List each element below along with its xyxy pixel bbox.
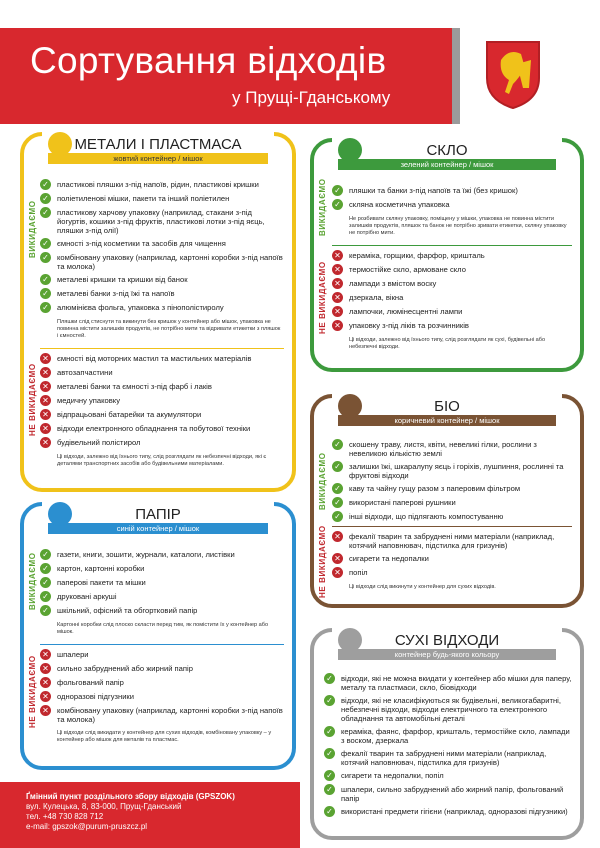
bio-card <box>310 394 584 608</box>
cross-icon: ✕ <box>40 381 51 392</box>
check-icon: ✓ <box>40 238 51 249</box>
check-icon: ✓ <box>40 274 51 285</box>
cross-icon: ✕ <box>332 292 343 303</box>
dry-title: СУХІ ВІДХОДИ <box>394 632 500 649</box>
list-item: ✕ попіл <box>332 568 572 578</box>
list-item: ✕ відходи електронного обладнання та побутової техніки <box>40 424 284 434</box>
glass-bottle-icon <box>338 138 362 162</box>
bio-lists <box>332 440 572 595</box>
glass-yes-note: Не розбивати скляну упаковку, поміщену у мішки, упаковка не повинна містити залишків продуктів, пляшок та банок не потрібно зривати етикетки, скляну упаковку не потрібно мити. <box>349 216 567 236</box>
cross-icon: ✕ <box>40 663 51 674</box>
list-item: ✓ металеві банки з-під їжі та напоїв <box>40 289 284 299</box>
list-item: ✕ фольгований папір <box>40 678 284 688</box>
check-icon: ✓ <box>332 483 343 494</box>
check-icon: ✓ <box>40 179 51 190</box>
divider <box>332 245 572 246</box>
check-icon: ✓ <box>40 591 51 602</box>
dry-strip: контейнер будь-якого кольору <box>338 649 556 660</box>
divider <box>332 526 572 527</box>
list-item: ✕ відпрацьовані батарейки та акумулятори <box>40 410 284 420</box>
check-icon: ✓ <box>40 549 51 560</box>
metals-strip: жовтий контейнер / мішок <box>48 153 268 164</box>
list-item: ✕ фекалії тварин та забруднені ними матеріали (наприклад, котячий наповнювач, підстилка для гризунів) <box>332 532 572 550</box>
list-item: ✕ ємності від моторних мастил та мастильних матеріалів <box>40 354 284 364</box>
check-icon: ✓ <box>332 497 343 508</box>
metals-plastics-card <box>20 132 296 492</box>
check-icon: ✓ <box>40 577 51 588</box>
bio-strip: коричневий контейнер / мішок <box>338 415 556 426</box>
list-item: ✓ сигарети та недопалки, попіл <box>324 771 572 781</box>
check-icon: ✓ <box>40 252 51 263</box>
list-item: ✓ алюмінієва фольга, упаковка з пінополістиролу <box>40 303 284 313</box>
list-item: ✓ відходи, які не можна вкидати у контейнер або мішки для паперу, металу та пластмаси, скло, біовідходи <box>324 674 572 692</box>
list-item: ✕ дзеркала, вікна <box>332 293 572 303</box>
page-title: Сортування відходів <box>30 40 387 81</box>
check-icon: ✓ <box>324 806 335 817</box>
dry-header <box>332 624 562 658</box>
list-item: ✓ кераміка, фаянс, фарфор, кришталь, термостійке скло, лампади з воском, дзеркала <box>324 727 572 745</box>
list-item: ✓ фекалії тварин та забруднені ними матеріали (наприклад, котячий наповнювач, підстилка для гризунів) <box>324 749 572 767</box>
metals-title: МЕТАЛИ І ПЛАСТМАСА <box>74 136 242 153</box>
dry-waste-card <box>310 628 584 840</box>
list-item: ✓ картон, картонні коробки <box>40 564 284 574</box>
list-item: ✓ каву та чайну гущу разом з паперовим фільтром <box>332 484 572 494</box>
metals-yes-label: ВИКИДАЄМО <box>28 200 37 258</box>
bio-no-label: НЕ ВИКИДАЄМО <box>318 525 327 598</box>
list-item: ✓ залишки їжі, шкаралупу яєць і горіхів, лушпиння, рослинні та фруктові відходи <box>332 462 572 480</box>
list-item: ✓ пластикові пляшки з-під напоїв, рідин, пластикові кришки <box>40 180 284 190</box>
list-item: ✓ використані паперові рушники <box>332 498 572 508</box>
check-icon: ✓ <box>324 748 335 759</box>
list-item: ✕ сигарети та недопалки <box>332 554 572 564</box>
check-icon: ✓ <box>40 193 51 204</box>
list-item: ✓ використані предмети гігієни (наприклад, одноразові підгузники) <box>324 807 572 817</box>
check-icon: ✓ <box>324 673 335 684</box>
title-banner <box>0 28 452 124</box>
list-item: ✓ металеві кришки та кришки від банок <box>40 275 284 285</box>
bio-header <box>332 390 562 424</box>
paper-yes-note: Картонні коробки слід плоско скласти перед тим, як помістити їх у контейнер або мішок. <box>57 622 269 635</box>
glass-no-note: Ці відходи, залежно від їхнього типу, слід розглядати як сухі, будівельні або небезпечні відходи. <box>349 337 546 350</box>
glass-strip: зелений контейнер / мішок <box>338 159 556 170</box>
list-item: ✓ поліетиленові мішки, пакети та інший поліетилен <box>40 194 284 204</box>
cross-icon: ✕ <box>40 705 51 716</box>
list-item: ✕ медичну упаковку <box>40 396 284 406</box>
list-item: ✕ автозапчастини <box>40 368 284 378</box>
check-icon: ✓ <box>324 695 335 706</box>
page-subtitle: у Прущі-Гданському <box>232 88 391 107</box>
list-item: ✓ відходи, які не класифікуються як будівельні, великогабаритні, небезпечні відходи, відходи електричного та електронного обладнання та автомобільні деталі <box>324 696 572 723</box>
list-item: ✕ сильно забруднений або жирний папір <box>40 664 284 674</box>
check-icon: ✓ <box>324 726 335 737</box>
glass-header <box>332 134 562 168</box>
cross-icon: ✕ <box>332 306 343 317</box>
check-icon: ✓ <box>332 461 343 472</box>
glass-yes-label: ВИКИДАЄМО <box>318 178 327 236</box>
footer-name: Ґмінний пункт роздільного збору відходів (GPSZOK) <box>26 792 235 801</box>
paper-card <box>20 502 296 770</box>
list-item: ✕ упаковку з-під ліків та розчинників <box>332 321 572 331</box>
metals-no-note: Ці відходи, залежно від їхнього типу, слід розглядати як небезпечні відходи, які є деталями транспортних засобів або будівельними матеріалами. <box>57 454 267 467</box>
list-item: ✕ комбіновану упаковку (наприклад, картонні коробки з-під напоїв та молока) <box>40 706 284 724</box>
check-icon: ✓ <box>40 563 51 574</box>
cross-icon: ✕ <box>332 250 343 261</box>
cross-icon: ✕ <box>40 409 51 420</box>
metals-no-label: НЕ ВИКИДАЄМО <box>28 363 37 436</box>
glass-title: СКЛО <box>426 142 468 159</box>
list-item: ✕ одноразові підгузники <box>40 692 284 702</box>
footer-contact <box>0 782 300 848</box>
glass-lists <box>332 186 572 355</box>
cross-icon: ✕ <box>40 353 51 364</box>
check-icon: ✓ <box>324 770 335 781</box>
cross-icon: ✕ <box>40 691 51 702</box>
cross-icon: ✕ <box>40 367 51 378</box>
cross-icon: ✕ <box>332 531 343 542</box>
apple-leaf-icon <box>338 394 362 418</box>
footer-email[interactable]: e-mail: gpszok@purum-pruszcz.pl <box>26 822 148 831</box>
divider <box>40 348 284 349</box>
cross-icon: ✕ <box>332 567 343 578</box>
bio-yes-label: ВИКИДАЄМО <box>318 452 327 510</box>
check-icon: ✓ <box>332 439 343 450</box>
banner-accent <box>452 28 460 124</box>
list-item: ✓ пляшки та банки з-під напоїв та їжі (без кришок) <box>332 186 572 196</box>
footer-phone: тел. +48 730 828 712 <box>26 812 104 821</box>
bio-title: БІО <box>434 398 460 415</box>
list-item: ✓ паперові пакети та мішки <box>40 578 284 588</box>
list-item: ✓ інші відходи, що підлягають компостуванню <box>332 512 572 522</box>
dry-list <box>324 674 572 821</box>
list-item: ✕ термостійке скло, армоване скло <box>332 265 572 275</box>
cross-icon: ✕ <box>40 677 51 688</box>
bio-no-note: Ці відходи слід викинути у контейнер для сухих відходів. <box>349 584 496 590</box>
metals-header <box>42 128 274 162</box>
footer-address: вул. Кулецька, 8, 83-000, Прущ-Гданський <box>26 802 182 811</box>
cross-icon: ✕ <box>332 320 343 331</box>
metals-yes-note: Пляшки слід стиснути та викинути без кришок у контейнер або мішок, упаковка не повинна містити залишків продуктів, не потрібно мити та відривати етикетки з пляшок і ємностей. <box>57 319 281 339</box>
list-item: ✓ скляна косметична упаковка <box>332 200 572 210</box>
cross-icon: ✕ <box>40 649 51 660</box>
check-icon: ✓ <box>40 605 51 616</box>
glass-card <box>310 138 584 372</box>
list-item: ✓ газети, книги, зошити, журнали, каталоги, листівки <box>40 550 284 560</box>
paper-box-icon <box>48 502 72 526</box>
list-item: ✓ пластикову харчову упаковку (наприклад, стакани з-під йогуртів, кошики з-під фруктів, пластикові лотки з-під яєць, пляшки з-під олії) <box>40 208 284 235</box>
metals-lists <box>40 180 284 472</box>
check-icon: ✓ <box>40 207 51 218</box>
cross-icon: ✕ <box>40 395 51 406</box>
trash-bin-icon <box>338 628 362 652</box>
list-item: ✓ комбіновану упаковку (наприклад, картонні коробки з-під напоїв та молока) <box>40 253 284 271</box>
list-item: ✓ скошену траву, листя, квіти, невеликі гілки, рослини з невеликою кількістю землі <box>332 440 572 458</box>
list-item: ✓ шкільний, офісний та обгортковий папір <box>40 606 284 616</box>
list-item: ✕ кераміка, горщики, фарфор, кришталь <box>332 251 572 261</box>
cross-icon: ✕ <box>332 264 343 275</box>
city-crest-icon <box>483 38 543 110</box>
check-icon: ✓ <box>40 288 51 299</box>
divider <box>40 644 284 645</box>
paper-no-note: Ці відходи слід викидати у контейнер для сухих відходів, комбіновану упаковку – у контейнер або мішок для металів та пластмас. <box>57 730 272 743</box>
paper-header <box>42 498 274 532</box>
list-item: ✓ ємності з-під косметики та засобів для чищення <box>40 239 284 249</box>
check-icon: ✓ <box>324 784 335 795</box>
cross-icon: ✕ <box>332 278 343 289</box>
list-item: ✕ металеві банки та ємності з-під фарб і лаків <box>40 382 284 392</box>
paper-title: ПАПІР <box>135 506 181 523</box>
cross-icon: ✕ <box>40 423 51 434</box>
bottle-can-icon <box>48 132 72 156</box>
list-item: ✓ друковані аркуші <box>40 592 284 602</box>
paper-strip: синій контейнер / мішок <box>48 523 268 534</box>
list-item: ✕ лампочки, люмінесцентні лампи <box>332 307 572 317</box>
paper-lists <box>40 550 284 748</box>
check-icon: ✓ <box>40 302 51 313</box>
list-item: ✕ будівельний полістирол <box>40 438 284 448</box>
list-item: ✓ шпалери, сильно забруднений або жирний папір, фольгований папір <box>324 785 572 803</box>
list-item: ✕ шпалери <box>40 650 284 660</box>
cross-icon: ✕ <box>40 437 51 448</box>
glass-no-label: НЕ ВИКИДАЄМО <box>318 261 327 334</box>
list-item: ✕ лампади з вмістом воску <box>332 279 572 289</box>
paper-no-label: НЕ ВИКИДАЄМО <box>28 655 37 728</box>
check-icon: ✓ <box>332 511 343 522</box>
paper-yes-label: ВИКИДАЄМО <box>28 552 37 610</box>
check-icon: ✓ <box>332 199 343 210</box>
cross-icon: ✕ <box>332 553 343 564</box>
check-icon: ✓ <box>332 185 343 196</box>
